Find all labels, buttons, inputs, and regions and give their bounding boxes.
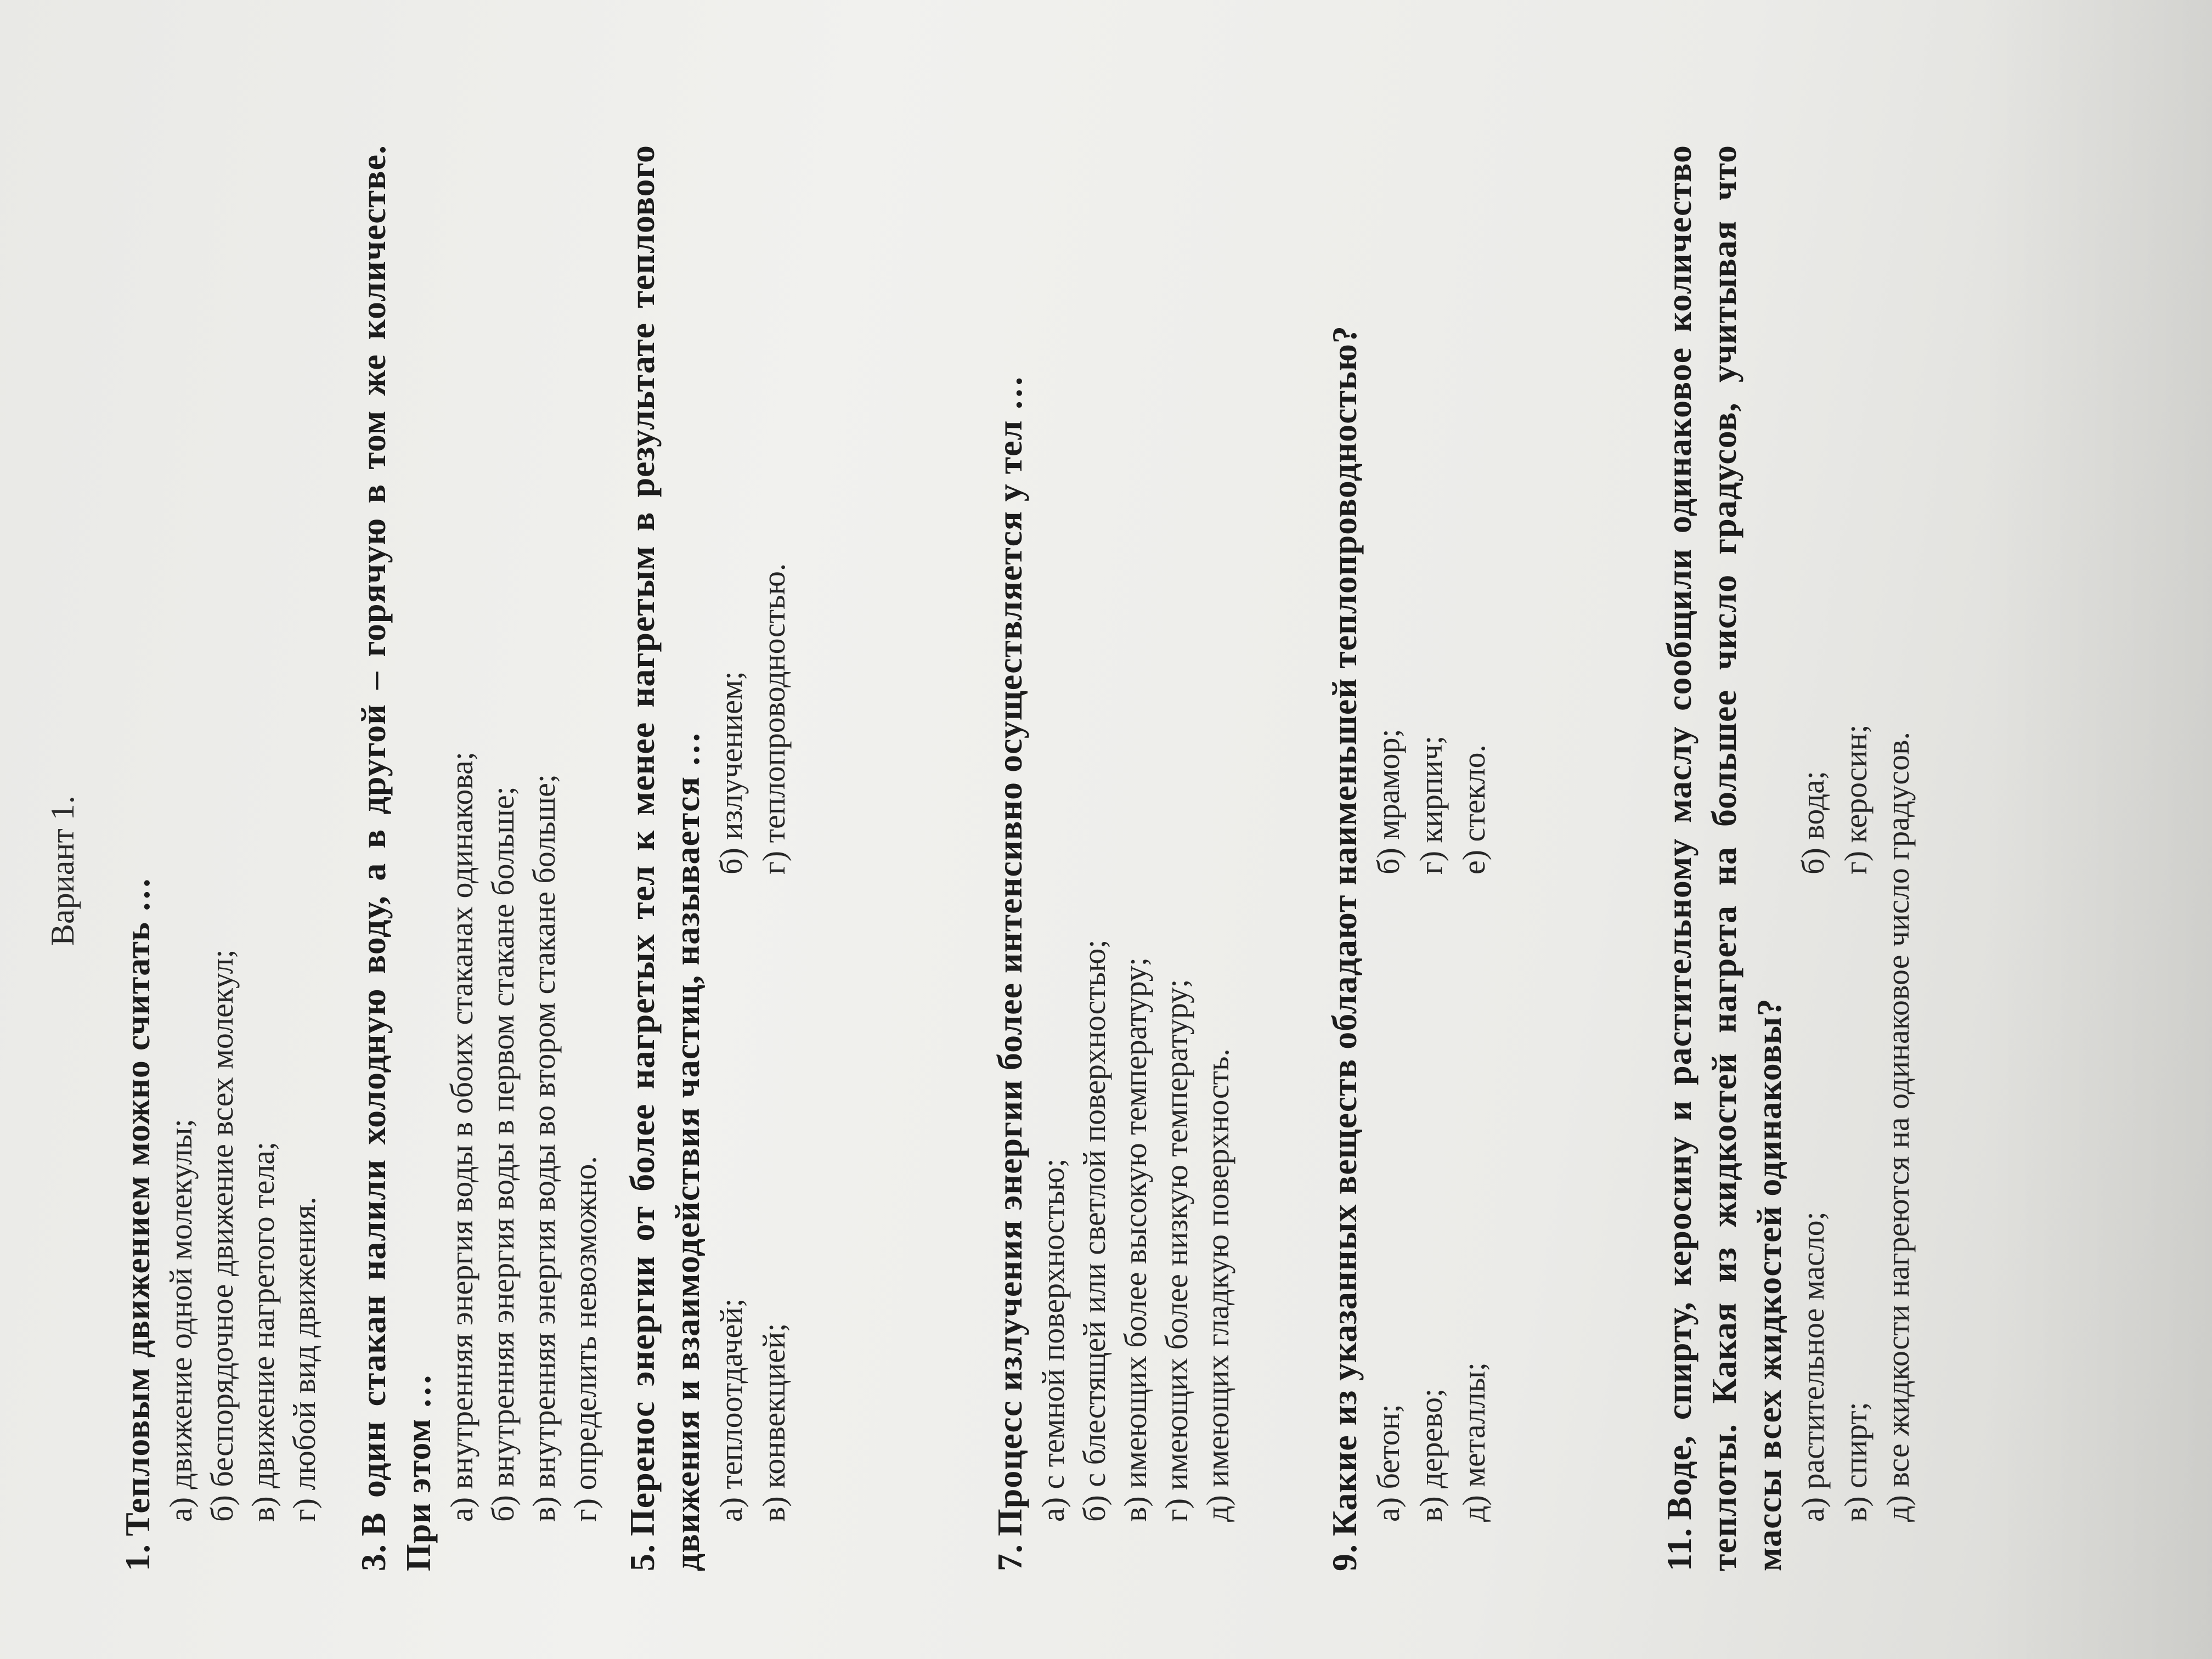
question-1 [115, 145, 325, 1571]
option: в) дерево; [1413, 1388, 1449, 1522]
question-number: 1. [118, 1544, 157, 1571]
option: в) движение нагретого тела; [245, 1141, 281, 1522]
option: г) кирпич; [1413, 735, 1449, 874]
question-number: 9. [1325, 1544, 1364, 1571]
option: г) любой вид движения. [286, 1197, 322, 1522]
option: а) внутренняя энергия воды в обоих стаканах одинакова; [444, 752, 479, 1522]
question-text: 3.В один стакан налили холодную воду, а в другой – горячую в том же количестве. При этом … [354, 145, 438, 1571]
page-title: Вариант 1. [44, 795, 81, 946]
option: г) керосин; [1838, 724, 1874, 874]
option: в) внутренняя энергия воды во втором стакане больше; [526, 774, 562, 1522]
option: в) конвекцией; [756, 1323, 792, 1522]
option: в) спирт; [1838, 1402, 1874, 1522]
question-number: 3. [354, 1544, 393, 1571]
options-grid [1792, 145, 1877, 1571]
option: б) вода; [1795, 770, 1831, 874]
option: д) металлы; [1456, 1362, 1492, 1522]
question-11 [1657, 145, 1918, 1571]
question-9 [1322, 145, 1496, 1571]
options-grid [1367, 145, 1496, 1571]
question-number: 7. [990, 1544, 1029, 1571]
test-sheet [0, 68, 2085, 1659]
option: д) все жидкости нагреются на одинаковое число градусов. [1880, 731, 1916, 1522]
option: а) с темной поверхностью; [1035, 1158, 1071, 1522]
option: а) бетон; [1370, 1404, 1406, 1522]
option: а) растительное масло; [1795, 1211, 1831, 1522]
option: а) теплоотдачей; [713, 1298, 749, 1522]
option: в) имеющих более высокую температуру; [1118, 957, 1153, 1522]
question-text: 5.Перенос энергии от более нагретых тел к менее нагретым в результате теплового движения и взаимодействия частиц, называется … [623, 145, 707, 1571]
option: б) внутренняя энергия воды в первом стакане больше; [485, 786, 521, 1522]
question-number: 11. [1660, 1527, 1699, 1571]
option: д) имеющих гладкую поверхность. [1200, 1048, 1235, 1522]
option: г) теплопроводностью. [756, 563, 792, 874]
option: б) с блестящей или светлой поверхностью; [1076, 939, 1112, 1522]
question-text: 9.Какие из указанных веществ обладают наименьшей теплопроводностью? [1325, 325, 1364, 1571]
option: г) определить невозможно. [567, 1156, 603, 1522]
option: г) имеющих более низкую температуру; [1159, 979, 1194, 1522]
question-7 [988, 145, 1238, 1571]
option: б) излучением; [713, 671, 749, 874]
question-text: 1.Тепловым движением можно считать … [118, 877, 157, 1571]
option: е) стекло. [1456, 744, 1492, 874]
option: б) мрамор; [1370, 729, 1406, 874]
question-3 [351, 145, 606, 1571]
question-number: 5. [623, 1544, 662, 1571]
option: а) движение одной молекулы; [163, 1119, 199, 1522]
question-text: 7.Процесс излучения энергии более интенсивно осуществляется у тел … [990, 375, 1029, 1571]
question-5 [620, 145, 795, 1571]
option: б) беспорядочное движение всех молекул; [204, 949, 240, 1522]
options-grid [710, 145, 795, 1571]
question-text: 11.Воде, спирту, керосину и растительному маслу сообщили одинаковое количество теплоты. Какая из жидкостей нагрета на большее число градусов, учитывая что массы всех жидкостей одинаковы? [1660, 145, 1788, 1571]
